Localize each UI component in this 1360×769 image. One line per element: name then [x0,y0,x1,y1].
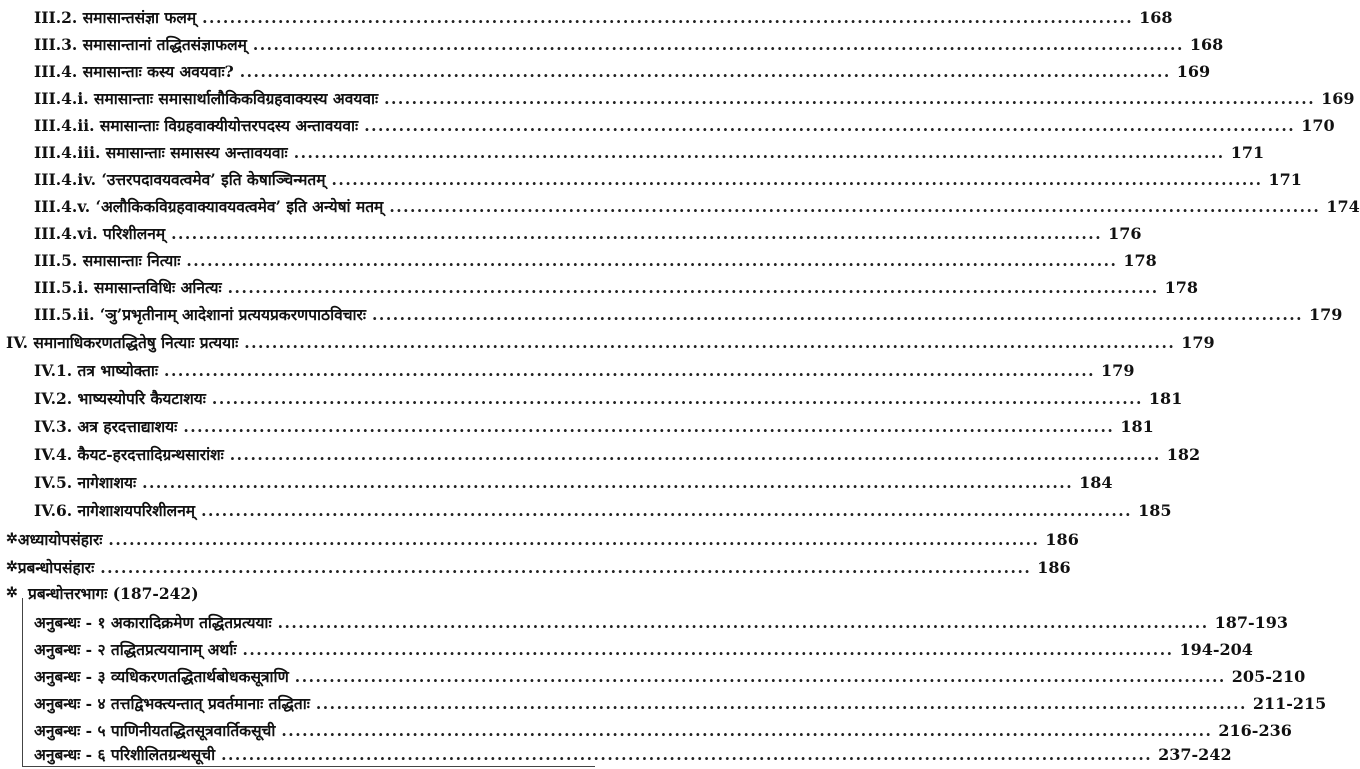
appendix-title: अनुबन्धः - ५ पाणिनीयतद्धितसूत्रवार्तिकसूची [34,721,276,740]
entry-title: III.4.iii. समासान्ताः समासस्य अन्तावयवाः [34,143,288,162]
appendix-title: अनुबन्धः - १ अकारादिक्रमेण तद्धितप्रत्ययाः [34,613,272,632]
leader-dots [253,35,1184,54]
entry-title: IV.2. भाष्यस्योपरि कैयटाशयः [34,389,206,408]
toc-star-entry [0,524,1079,554]
toc-entry [0,272,1199,302]
appendix-entry [0,661,1306,691]
entry-page: 186 [1037,557,1071,577]
toc-entry [0,439,1201,469]
entry-page: 178 [1164,277,1199,297]
toc-entry [0,411,1154,441]
entry-page: 174 [1326,196,1360,216]
entry-page: 178 [1123,250,1157,270]
leader-dots [389,197,1320,216]
leader-dots [183,417,1114,436]
appendix-pages: 237-242 [1158,744,1232,764]
leader-dots [332,170,1263,189]
leader-dots [295,667,1226,686]
entry-page: 176 [1108,223,1142,243]
entry-title: III.5.i. समासान्तविधिः अनित्यः [34,278,222,297]
leader-dots [278,613,1209,632]
appendix-entry [0,634,1253,664]
entry-page: 179 [1309,304,1343,324]
entry-title: III.4.vi. परिशीलनम् [34,224,166,243]
entry-page: 184 [1079,472,1113,492]
entry-title: III.5. समासान्ताः नित्याः [34,251,181,270]
appendix-title: अनुबन्धः - ४ तत्तद्विभक्त्यन्तात् प्रवर्तमानाः तद्धिताः [34,694,310,713]
asterisk-icon: ✲ [6,559,18,575]
leader-dots [142,473,1073,492]
toc-entry [0,299,1343,329]
appendix-pages: 194-204 [1179,639,1253,659]
leader-dots [316,694,1247,713]
toc-entry [0,29,1224,59]
toc-entry [0,56,1211,86]
entry-title: III.4.iv. ‘उत्तरपदावयवत्वमेव’ इति केषाञ्चिन्मतम् [34,170,326,189]
appendix-entry [0,688,1327,718]
leader-dots [171,224,1102,243]
toc-entry [0,218,1142,248]
section-page: 179 [1181,332,1215,352]
leader-dots [364,116,1295,135]
toc-entry [0,383,1183,413]
toc-entry [0,2,1173,32]
section-title: IV. समानाधिकरणतद्धितेषु नित्याः प्रत्ययाः [6,333,239,352]
leader-dots [384,89,1315,108]
toc-entry [0,245,1157,275]
entry-page: 181 [1148,388,1183,408]
leader-dots [240,62,1171,81]
entry-title: IV.5. नागेशाशयः [34,473,137,492]
appendix-title: अनुबन्धः - ३ व्यधिकरणतद्धितार्थबोधकसूत्राणि [34,667,289,686]
asterisk-icon: ✲ [6,531,18,547]
appendix-entry [0,607,1289,637]
toc-entry [0,164,1302,194]
entry-title: III.4.i. समासान्ताः समासार्थालौकिकविग्रहवाक्यस्य अवयवाः [34,89,379,108]
toc-entry [0,110,1335,140]
entry-page: 171 [1268,169,1302,189]
entry-title: प्रबन्धोपसंहारः [17,558,95,577]
appendix-pages: 205-210 [1231,666,1306,686]
entry-title: IV.6. नागेशाशयपरिशीलनम् [34,501,196,520]
appendix-title: अनुबन्धः - २ तद्धितप्रत्ययानाम् अर्थाः [34,640,237,659]
appendix-entry [0,739,1232,769]
entry-page: 169 [1321,88,1355,108]
leader-dots [186,251,1117,270]
entry-page: 169 [1176,61,1211,81]
entry-page: 179 [1101,360,1135,380]
toc-entry [0,191,1360,221]
leader-dots [201,501,1132,520]
appendix-pages: 211-215 [1252,693,1327,713]
toc-entry [0,355,1135,385]
entry-page: 185 [1138,500,1172,520]
leader-dots [212,389,1143,408]
section-title: प्रबन्धोत्तरभागः (187-242) [28,584,199,603]
entry-title: III.2. समासान्तसंज्ञा फलम् [34,8,197,27]
leader-dots [372,305,1303,324]
entry-page: 181 [1120,416,1154,436]
leader-dots [202,8,1133,27]
appendix-pages: 187-193 [1214,612,1289,632]
entry-page: 170 [1301,115,1335,135]
leader-dots [230,445,1161,464]
entry-title: IV.3. अत्र हरदत्ताद्याशयः [34,417,178,436]
leader-dots [243,640,1174,659]
leader-dots [294,143,1225,162]
leader-dots [108,530,1039,549]
toc-entry [0,83,1355,113]
entry-page: 168 [1139,7,1173,27]
entry-title: III.4. समासान्ताः कस्य अवयवाः? [34,62,234,81]
leader-dots [228,278,1159,297]
entry-title: IV.4. कैयट-हरदत्तादिग्रन्थसारांशः [34,445,224,464]
entry-page: 168 [1189,34,1224,54]
entry-title: III.4.ii. समासान्ताः विग्रहवाक्यीयोत्तरपदस्य अन्तावयवाः [34,116,359,135]
appendix-title: अनुबन्धः - ६ परिशीलितग्रन्थसूची [34,745,216,764]
entry-page: 171 [1230,142,1265,162]
entry-page: 186 [1045,529,1079,549]
entry-title: अध्यायोपसंहारः [17,530,103,549]
leader-dots [164,361,1095,380]
asterisk-icon: ✲ [6,585,18,601]
toc-section-iv [0,327,1215,357]
leader-dots [281,721,1212,740]
entry-title: III.5.ii. ‘ञु’प्रभृतीनाम् आदेशानां प्रत्ययप्रकरणपाठविचारः [34,305,367,324]
entry-page: 182 [1166,444,1201,464]
entry-title: III.4.v. ‘अलौकिकविग्रहवाक्यावयवत्वमेव’ इति अन्येषां मतम् [34,197,384,216]
toc-entry [0,495,1172,525]
leader-dots [221,745,1152,764]
leader-dots [100,558,1031,577]
entry-title: IV.1. तत्र भाष्योक्ताः [34,361,159,380]
leader-dots [244,333,1175,352]
appendix-pages: 216-236 [1218,720,1292,740]
entry-title: III.3. समासान्तानां तद्धितसंज्ञाफलम् [34,35,247,54]
toc-entry [0,137,1265,167]
toc-entry [0,467,1113,497]
